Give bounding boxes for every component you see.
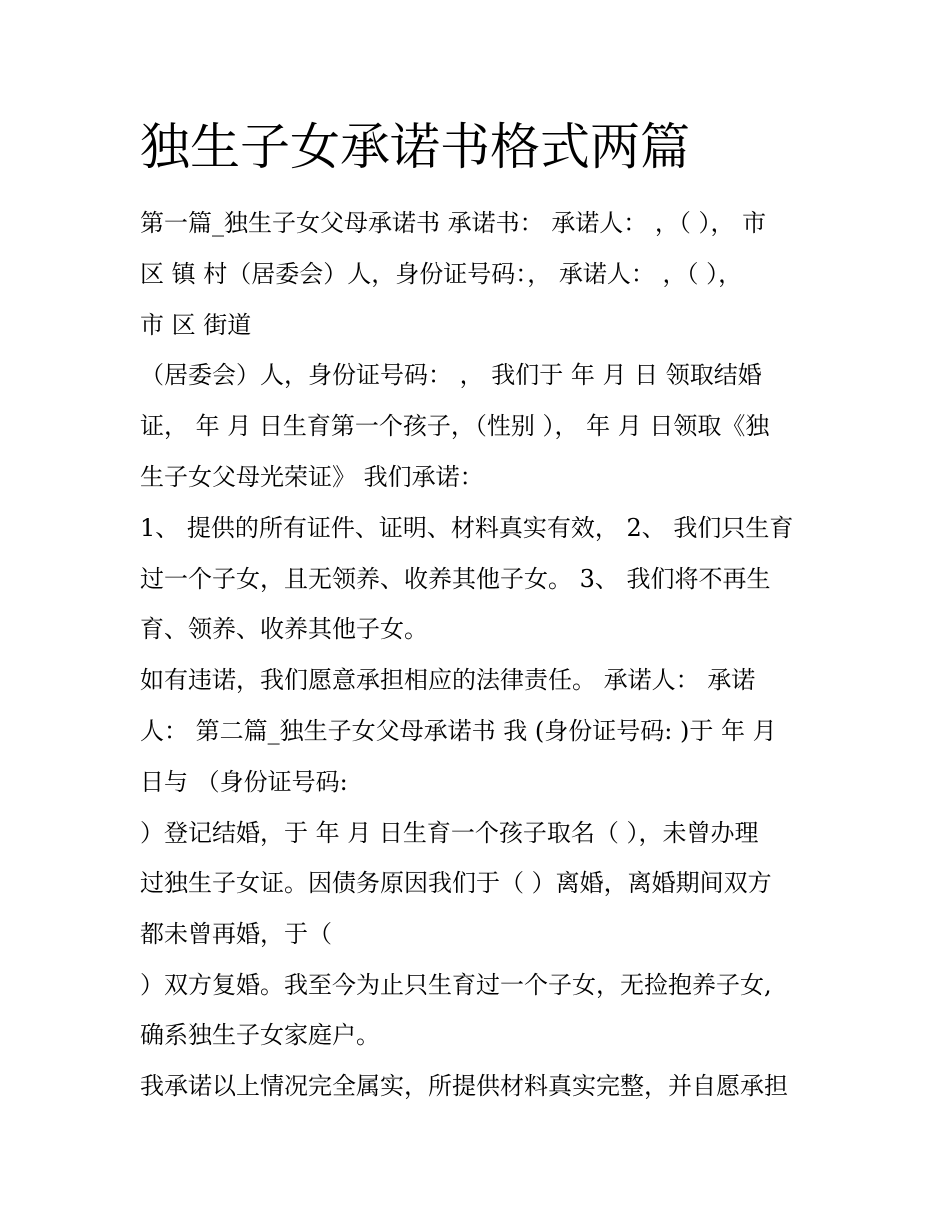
body-line-11: 人： 第二篇_独生子女父母承诺书 我 (身份证号码: )于 年 月	[140, 717, 777, 745]
body-line-8: 过一个子女，且无领养、收养其他子女。 3、 我们将不再生	[140, 565, 771, 593]
body-line-7: 1、 提供的所有证件、证明、材料真实有效， 2、 我们只生育	[140, 514, 794, 542]
body-line-2: 区 镇 村（居委会）人，身份证号码：， 承诺人： ，（ ），	[140, 260, 743, 288]
body-line-13: ）登记结婚，于 年 月 日生育一个孩子取名（ ），未曾办理	[140, 819, 759, 847]
document-title: 独生子女承诺书格式两篇	[140, 118, 690, 176]
body-line-5: 证， 年 月 日生育第一个孩子，（性别 ）， 年 月 日领取《独	[140, 412, 770, 440]
body-line-12: 日与 （身份证号码:	[140, 768, 348, 796]
body-line-14: 过独生子女证。因债务原因我们于（ ）离婚，离婚期间双方	[140, 869, 772, 897]
body-line-4: （居委会）人，身份证号码： ， 我们于 年 月 日 领取结婚	[140, 361, 762, 389]
body-line-17: 确系独生子女家庭户。	[140, 1021, 380, 1049]
body-line-16: ）双方复婚。我至今为止只生育过一个子女，无捡抱养子女,	[140, 971, 772, 999]
body-line-15: 都未曾再婚，于（	[140, 920, 332, 948]
body-line-18: 我承诺以上情况完全属实，所提供材料真实完整，并自愿承担	[140, 1072, 788, 1100]
body-line-6: 生子女父母光荣证》 我们承诺：	[140, 463, 484, 491]
body-line-1: 第一篇_独生子女父母承诺书 承诺书： 承诺人： ，（ ）， 市	[140, 209, 767, 237]
body-line-10: 如有违诺，我们愿意承担相应的法律责任。 承诺人： 承诺	[140, 666, 756, 694]
body-line-3: 市 区 街道	[140, 311, 252, 339]
body-line-9: 育、领养、收养其他子女。	[140, 615, 428, 643]
